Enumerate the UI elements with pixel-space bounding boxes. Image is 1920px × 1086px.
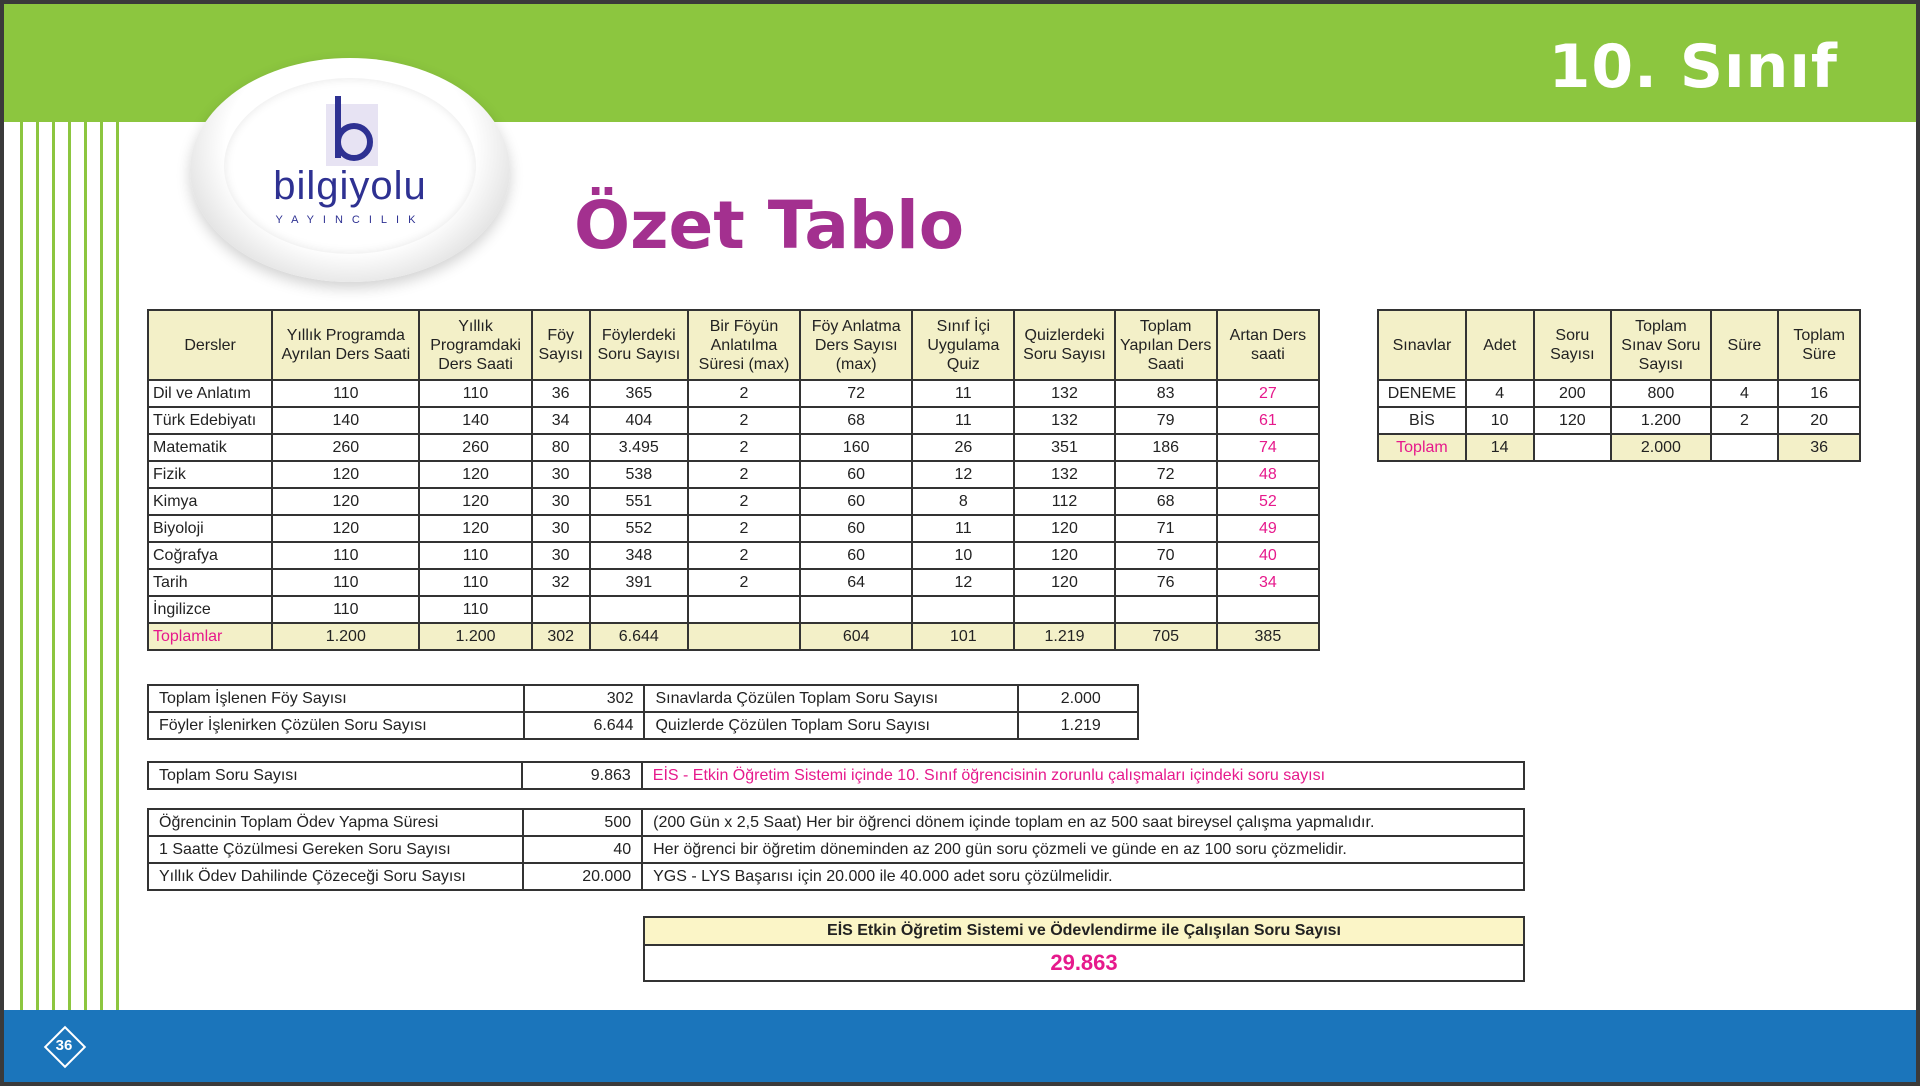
table-cell: 1.219 [1014,623,1114,650]
table-cell: 2 [688,380,800,407]
table-cell: 132 [1014,407,1114,434]
table-cell: 1.200 [272,623,419,650]
page-number-badge [44,1026,84,1066]
table-cell: 76 [1115,569,1217,596]
table-row [148,488,1319,515]
table-cell: 60 [800,515,912,542]
table-cell: Biyoloji [148,515,272,542]
decorative-lines [4,122,124,1010]
final-total-label: EİS Etkin Öğretim Sistemi ve Ödevlendirme ile Çalışılan Soru Sayısı [644,917,1524,945]
table-cell: 200 [1534,380,1612,407]
total-questions-table [147,761,1525,790]
page-number: 36 [55,1037,73,1054]
homework-value: 40 [523,836,643,863]
table-cell [1014,596,1114,623]
summary-value: 1.219 [1018,712,1138,739]
table-cell: 120 [272,461,419,488]
table-cell: 34 [532,407,590,434]
table-row [148,712,1138,739]
table-cell: 14 [1466,434,1534,461]
table-cell [1534,434,1612,461]
homework-value: 500 [523,809,643,836]
table-cell: Dil ve Anlatım [148,380,272,407]
col-header: Yıllık Programdaki Ders Saati [419,310,531,380]
table-row [148,407,1319,434]
table-cell: 72 [1115,461,1217,488]
summary-value: 302 [524,685,644,712]
table-cell: Toplam [1378,434,1466,461]
exam-table-header [1378,310,1860,380]
table-cell: 120 [272,515,419,542]
table-cell: Matematik [148,434,272,461]
table-cell: 8 [912,488,1014,515]
table-cell: 120 [1014,542,1114,569]
homework-label: Öğrencinin Toplam Ödev Yapma Süresi [148,809,523,836]
table-cell: 348 [590,542,688,569]
table-cell: 80 [532,434,590,461]
table-cell: 52 [1217,488,1319,515]
table-cell: 120 [419,461,531,488]
table-cell: 30 [532,488,590,515]
total-questions-note: EİS - Etkin Öğretim Sistemi içinde 10. Sınıf öğrencisinin zorunlu çalışmaları içindeki soru sayısı [642,762,1524,789]
table-cell [688,623,800,650]
table-row [148,596,1319,623]
col-header: Yıllık Programda Ayrılan Ders Saati [272,310,419,380]
table-row [1378,407,1860,434]
table-row [148,762,1524,789]
summary-label: Sınavlarda Çözülen Toplam Soru Sayısı [644,685,1017,712]
table-cell [688,596,800,623]
table-cell: 40 [1217,542,1319,569]
table-cell: 2 [688,488,800,515]
col-header: Toplam Yapılan Ders Saati [1115,310,1217,380]
table-cell [800,596,912,623]
table-cell: 10 [1466,407,1534,434]
table-cell: 79 [1115,407,1217,434]
homework-value: 20.000 [523,863,643,890]
table-cell: 49 [1217,515,1319,542]
col-header: Bir Föyün Anlatılma Süresi (max) [688,310,800,380]
table-cell: 604 [800,623,912,650]
table-row [148,542,1319,569]
table-cell [1711,434,1779,461]
table-cell: 2.000 [1611,434,1710,461]
summary-table [147,684,1139,740]
table-cell: 260 [419,434,531,461]
table-cell: 61 [1217,407,1319,434]
table-cell: 260 [272,434,419,461]
table-row [148,685,1138,712]
table-cell: 6.644 [590,623,688,650]
table-cell: İngilizce [148,596,272,623]
summary-value: 6.644 [524,712,644,739]
table-cell: 101 [912,623,1014,650]
col-header: Dersler [148,310,272,380]
table-cell: 60 [800,488,912,515]
table-cell [590,596,688,623]
table-cell: 140 [272,407,419,434]
summary-label: Quizlerde Çözülen Toplam Soru Sayısı [644,712,1017,739]
table-cell: 2 [688,434,800,461]
table-cell: Fizik [148,461,272,488]
summary-label: Toplam İşlenen Föy Sayısı [148,685,524,712]
col-header: Föylerdeki Soru Sayısı [590,310,688,380]
table-cell: 70 [1115,542,1217,569]
table-cell: 36 [1778,434,1860,461]
table-row [148,461,1319,488]
final-total-value: 29.863 [644,945,1524,981]
table-cell: 110 [419,569,531,596]
table-row [148,515,1319,542]
table-cell: 404 [590,407,688,434]
table-cell: Toplamlar [148,623,272,650]
table-cell: 120 [419,515,531,542]
table-cell: 12 [912,461,1014,488]
logo-b-icon [326,96,378,166]
course-table-header [148,310,1319,380]
table-cell: 800 [1611,380,1710,407]
exam-table-totals [1378,434,1860,461]
table-cell: 110 [419,596,531,623]
table-cell: 2 [688,569,800,596]
total-questions-label: Toplam Soru Sayısı [148,762,522,789]
table-cell [912,596,1014,623]
table-cell: 32 [532,569,590,596]
table-cell: Kimya [148,488,272,515]
col-header: Sınıf İçi Uygulama Quiz [912,310,1014,380]
table-cell: 64 [800,569,912,596]
col-header: Süre [1711,310,1779,380]
table-cell: 186 [1115,434,1217,461]
summary-label: Föyler İşlenirken Çözülen Soru Sayısı [148,712,524,739]
homework-label: Yıllık Ödev Dahilinde Çözeceği Soru Sayısı [148,863,523,890]
table-cell: 26 [912,434,1014,461]
table-row [148,836,1524,863]
table-cell: 351 [1014,434,1114,461]
homework-note: Her öğrenci bir öğretim döneminden az 200 gün soru çözmeli ve günde en az 100 soru çözmelidir. [642,836,1524,863]
logo-wordmark: bilgiyolu [273,164,427,208]
homework-note: YGS - LYS Başarısı için 20.000 ile 40.000 adet soru çözülmelidir. [642,863,1524,890]
table-cell: 110 [419,380,531,407]
table-row [148,863,1524,890]
table-cell: 30 [532,461,590,488]
table-cell: 11 [912,407,1014,434]
table-cell: 112 [1014,488,1114,515]
final-total-box [643,916,1525,982]
table-cell: 34 [1217,569,1319,596]
homework-table [147,808,1525,891]
table-cell: 1.200 [419,623,531,650]
table-cell: Tarih [148,569,272,596]
table-row [148,809,1524,836]
table-cell: 10 [912,542,1014,569]
table-cell: 160 [800,434,912,461]
table-cell: 71 [1115,515,1217,542]
table-cell: 120 [272,488,419,515]
col-header: Toplam Sınav Soru Sayısı [1611,310,1710,380]
table-cell: 3.495 [590,434,688,461]
table-cell: 110 [272,380,419,407]
total-questions-value: 9.863 [522,762,642,789]
table-cell: 12 [912,569,1014,596]
table-cell: 4 [1711,380,1779,407]
table-cell: 20 [1778,407,1860,434]
col-header: Föy Anlatma Ders Sayısı (max) [800,310,912,380]
table-cell: 1.200 [1611,407,1710,434]
table-row [1378,380,1860,407]
table-cell: 2 [1711,407,1779,434]
table-cell: 2 [688,407,800,434]
table-cell [1115,596,1217,623]
table-cell: 110 [272,569,419,596]
logo-subtitle: YAYINCILIK [275,214,425,226]
table-row [148,569,1319,596]
table-cell: 16 [1778,380,1860,407]
table-cell: 74 [1217,434,1319,461]
table-cell: 72 [800,380,912,407]
table-cell: 27 [1217,380,1319,407]
table-cell: 60 [800,461,912,488]
table-cell: 48 [1217,461,1319,488]
table-cell: 132 [1014,461,1114,488]
table-row [148,380,1319,407]
table-cell: 11 [912,515,1014,542]
table-cell: 110 [419,542,531,569]
table-cell: 140 [419,407,531,434]
table-cell: 4 [1466,380,1534,407]
table-cell: 302 [532,623,590,650]
table-cell: 2 [688,515,800,542]
course-table-totals [148,623,1319,650]
bottom-banner [4,1010,1916,1082]
col-header: Toplam Süre [1778,310,1860,380]
col-header: Adet [1466,310,1534,380]
course-table [147,309,1320,651]
table-cell: 30 [532,542,590,569]
col-header: Sınavlar [1378,310,1466,380]
table-cell: 120 [1014,515,1114,542]
exam-table [1377,309,1861,462]
table-cell: Türk Edebiyatı [148,407,272,434]
table-cell: 120 [1534,407,1612,434]
table-cell: 83 [1115,380,1217,407]
table-cell: 68 [1115,488,1217,515]
table-row [148,434,1319,461]
table-cell: 120 [419,488,531,515]
table-cell: 391 [590,569,688,596]
table-cell: 110 [272,542,419,569]
table-cell: 2 [688,542,800,569]
page [4,4,1916,1082]
table-cell: 30 [532,515,590,542]
table-cell: 110 [272,596,419,623]
table-cell: 551 [590,488,688,515]
col-header: Artan Ders saati [1217,310,1319,380]
table-cell: 552 [590,515,688,542]
table-cell: 385 [1217,623,1319,650]
table-cell: 538 [590,461,688,488]
table-cell: 11 [912,380,1014,407]
page-title: Özet Tablo [574,187,965,264]
table-cell [1217,596,1319,623]
table-cell: Coğrafya [148,542,272,569]
table-cell [532,596,590,623]
table-cell: 36 [532,380,590,407]
table-cell: 68 [800,407,912,434]
summary-value: 2.000 [1018,685,1138,712]
col-header: Quizlerdeki Soru Sayısı [1014,310,1114,380]
table-cell: 705 [1115,623,1217,650]
col-header: Föy Sayısı [532,310,590,380]
table-cell: 60 [800,542,912,569]
table-cell: 120 [1014,569,1114,596]
homework-label: 1 Saatte Çözülmesi Gereken Soru Sayısı [148,836,523,863]
table-cell: DENEME [1378,380,1466,407]
grade-label: 10. Sınıf [1548,32,1838,102]
homework-note: (200 Gün x 2,5 Saat) Her bir öğrenci dönem içinde toplam en az 500 saat bireysel çalışma yapmalıdır. [642,809,1524,836]
col-header: Soru Sayısı [1534,310,1612,380]
table-cell: 365 [590,380,688,407]
table-cell: 2 [688,461,800,488]
table-cell: 132 [1014,380,1114,407]
table-cell: BİS [1378,407,1466,434]
